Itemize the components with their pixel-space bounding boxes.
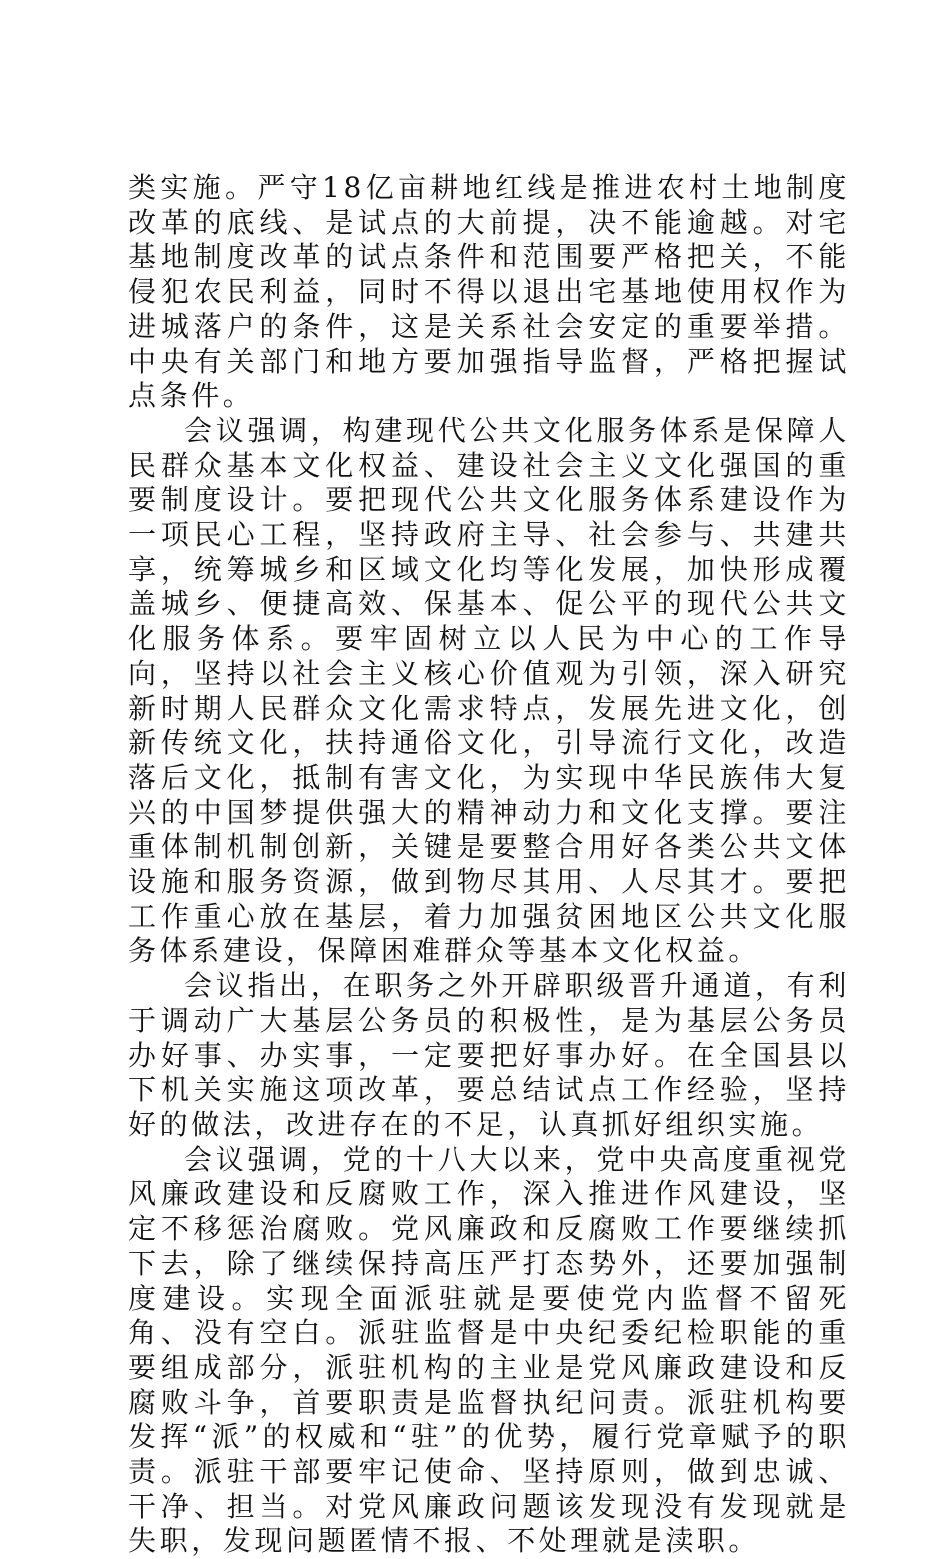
- paragraph-civil-servant-rank: 会议指出，在职务之外开辟职级晋升通道，有利于调动广大基层公务员的积极性，是为基层公务员办好事、办实事，一定要把好事办好。在全国县以下机关实施这项改革，要总结试点工作经验，坚持好的做法，改进存在的不足，认真抓好组织实施。: [128, 969, 850, 1141]
- paragraph-anti-corruption: 会议强调，党的十八大以来，党中央高度重视党风廉政建设和反腐败工作，深入推进作风建设，坚定不移惩治腐败。党风廉政和反腐败工作要继续抓下去，除了继续保持高压严打态势外，还要加强制度建设。实现全面派驻就是要使党内监督不留死角、没有空白。派驻监督是中央纪委纪检职能的重要组成部分，派驻机构的主业是党风廉政建设和反腐败斗争，首要职责是监督执纪问责。派驻机构要发挥“派”的权威和“驻”的优势，履行党章赋予的职责。派驻干部要牢记使命、坚持原则，做到忠诚、干净、担当。对党风廉政问题该发现没有发现就是失职，发现问题匿情不报、不处理就是渎职。: [128, 1142, 850, 1558]
- paragraph-public-culture: 会议强调，构建现代公共文化服务体系是保障人民群众基本文化权益、建设社会主义文化强国的重要制度设计。要把现代公共文化服务体系建设作为一项民心工程，坚持政府主导、社会参与、共建共享，统筹城乡和区域文化均等化发展，加快形成覆盖城乡、便捷高效、保基本、促公平的现代公共文化服务体系。要牢固树立以人民为中心的工作导向，坚持以社会主义核心价值观为引领，深入研究新时期人民群众文化需求特点，发展先进文化，创新传统文化，扶持通俗文化，引导流行文化，改造落后文化，抵制有害文化，为实现中华民族伟大复兴的中国梦提供强大的精神动力和文化支撑。要注重体制机制创新，关键是要整合用好各类公共文体设施和服务资源，做到物尽其用、人尽其才。要把工作重心放在基层，着力加强贫困地区公共文化服务体系建设，保障困难群众等基本文化权益。: [128, 413, 850, 968]
- paragraph-land-reform: 类实施。严守18亿亩耕地红线是推进农村土地制度改革的底线、是试点的大前提，决不能逾越。对宅基地制度改革的试点条件和范围要严格把关，不能侵犯农民利益，同时不得以退出宅基地使用权作为进城落户的条件，这是关系社会安定的重要举措。中央有关部门和地方要加强指导监督，严格把握试点条件。: [128, 171, 850, 413]
- document-body: [128, 171, 850, 1559]
